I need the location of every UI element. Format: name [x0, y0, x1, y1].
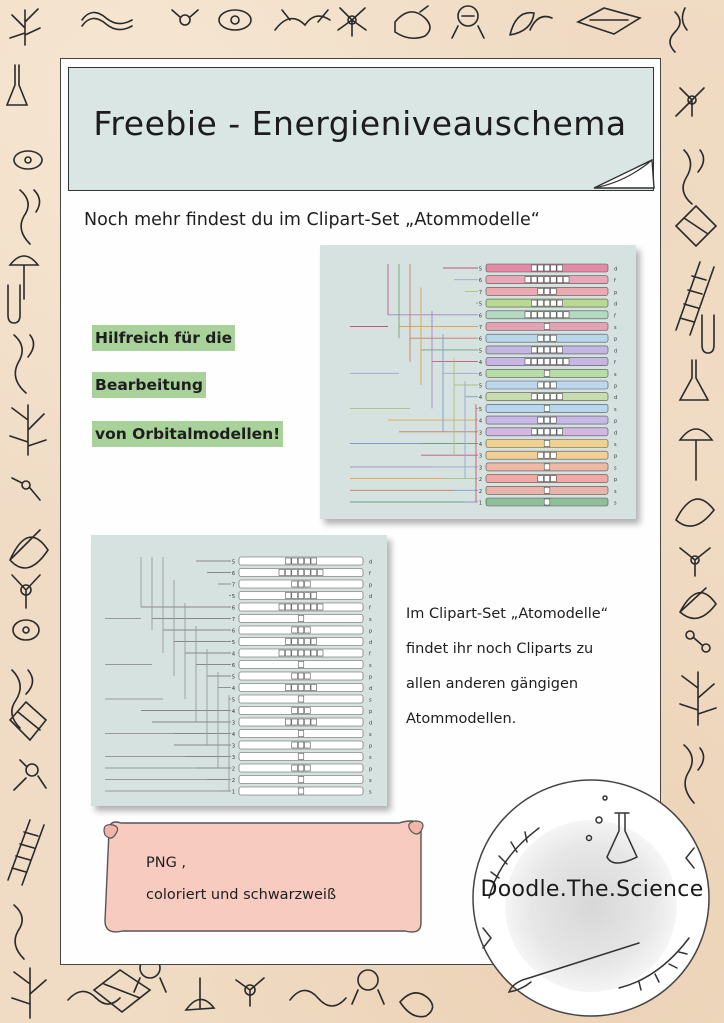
orbital-box — [292, 604, 298, 610]
orbital-box — [538, 347, 544, 353]
orbital-box — [557, 394, 563, 400]
orbital-box — [305, 685, 311, 691]
diatom-right-icon — [676, 206, 716, 246]
orbital-box — [544, 499, 550, 505]
orbital-box — [544, 288, 550, 294]
level-sublevel: d — [614, 301, 618, 308]
bacteria-bottom-icon — [68, 991, 120, 1004]
orbital-box — [285, 570, 291, 576]
level-number: 6 — [478, 371, 482, 378]
orbital-box — [292, 765, 298, 771]
orbital-box — [525, 312, 531, 318]
orbital-box — [292, 627, 298, 633]
orbital-box — [563, 359, 569, 365]
orbital-box — [551, 417, 557, 423]
orbital-box — [317, 650, 323, 656]
orbital-box — [292, 650, 298, 656]
orbital-box — [298, 627, 304, 633]
level-sublevel: s — [369, 778, 372, 784]
orbital-box — [551, 394, 557, 400]
level-number: 6 — [231, 663, 235, 669]
format-banner — [99, 813, 427, 938]
orbital-box — [563, 277, 569, 283]
orbital-box — [551, 312, 557, 318]
orbital-box — [292, 558, 298, 564]
description-line-4: Atommodellen. — [406, 711, 517, 727]
level-number: 5 — [231, 640, 235, 646]
level-sublevel: s — [369, 732, 372, 738]
level-number: 2 — [231, 778, 235, 784]
orbital-box — [292, 742, 298, 748]
orbital-box — [292, 673, 298, 679]
orbital-box — [285, 604, 291, 610]
orbital-box — [311, 639, 317, 645]
highlight-line-2: Bearbeitung — [92, 372, 206, 398]
molecule-right-icon — [676, 88, 704, 116]
orbital-box — [298, 708, 304, 714]
orbital-box — [544, 441, 550, 447]
level-sublevel: d — [369, 720, 373, 727]
tree-bottom-icon — [12, 968, 46, 1018]
orbital-box — [557, 347, 563, 353]
orbital-box — [538, 359, 544, 365]
orbital-box — [305, 558, 311, 564]
orbital-box — [298, 662, 304, 668]
level-number: 4 — [478, 418, 482, 425]
molecule-right2-icon — [680, 548, 710, 576]
orbital-box — [538, 382, 544, 388]
level-sublevel: p — [369, 709, 373, 715]
orbital-box — [525, 359, 531, 365]
orbital-box — [298, 731, 304, 737]
level-sublevel: s — [369, 663, 372, 669]
molecule-left-icon — [12, 478, 40, 500]
leaf-right2-icon — [680, 588, 716, 618]
level-number: 4 — [231, 709, 235, 715]
level-number: 5 — [478, 406, 482, 413]
level-sublevel: s — [369, 617, 372, 623]
level-sublevel: p — [614, 383, 618, 390]
orbital-box — [538, 335, 544, 341]
level-number: 2 — [231, 766, 235, 773]
orbital-box — [557, 300, 563, 306]
mushroom-left-icon — [10, 256, 38, 299]
level-sublevel: p — [369, 766, 373, 773]
orbital-box — [279, 650, 285, 656]
tube-left-icon — [8, 285, 20, 323]
atom-left-icon — [12, 575, 40, 608]
level-number: 5 — [478, 383, 482, 390]
orbital-box — [538, 429, 544, 435]
orbital-box — [311, 604, 317, 610]
orbital-box — [298, 754, 304, 760]
orbital-box — [298, 719, 304, 725]
level-number: 4 — [478, 442, 482, 448]
orbital-box — [298, 788, 304, 794]
orbital-box — [305, 604, 311, 610]
virus-doodle-icon — [395, 6, 430, 38]
orbital-box — [305, 627, 311, 633]
orbital-box — [544, 359, 550, 365]
orbital-box — [298, 581, 304, 587]
orbital-box — [305, 719, 311, 725]
banner-line-2: coloriert und schwarzweiß — [146, 887, 337, 903]
orbital-box — [285, 639, 291, 645]
ladder-right-icon — [676, 262, 714, 335]
orbital-box — [544, 429, 550, 435]
orbital-box — [285, 593, 291, 599]
level-number: 7 — [478, 289, 482, 296]
orbital-box — [311, 650, 317, 656]
bw-energy-diagram — [91, 535, 387, 806]
orbital-box — [311, 593, 317, 599]
orbital-box — [544, 265, 550, 271]
orbital-box — [551, 347, 557, 353]
level-number: 4 — [478, 395, 482, 402]
description-line-2: findet ihr noch Cliparts zu — [406, 641, 594, 657]
flask-left-icon — [7, 65, 27, 105]
orbital-box — [557, 359, 563, 365]
orbital-box — [551, 277, 557, 283]
level-number: 3 — [231, 755, 235, 761]
level-number: 5 — [231, 674, 235, 681]
orbital-box — [531, 394, 537, 400]
description-line-3: allen anderen gängigen — [406, 676, 579, 692]
orbital-box — [531, 265, 537, 271]
level-sublevel: d — [369, 686, 373, 692]
level-sublevel: s — [614, 442, 617, 448]
worm-doodle-icon — [670, 8, 687, 52]
orbital-box — [298, 558, 304, 564]
level-number: 1 — [478, 500, 482, 507]
level-sublevel: p — [614, 453, 618, 460]
level-number: 5 — [231, 559, 235, 566]
level-sublevel: p — [369, 628, 373, 635]
level-number: 7 — [231, 582, 235, 589]
level-sublevel: s — [369, 697, 372, 704]
bacteria-right-icon — [683, 150, 703, 204]
logo-text: Doodle.The.Science — [480, 877, 704, 902]
orbital-box — [285, 650, 291, 656]
level-sublevel: s — [614, 371, 617, 378]
orbital-box — [292, 708, 298, 714]
orbital-box — [551, 359, 557, 365]
orbital-box — [298, 742, 304, 748]
orbital-box — [551, 476, 557, 482]
banner-line-1: PNG , — [146, 855, 187, 871]
orbital-box — [279, 570, 285, 576]
level-sublevel: f — [614, 313, 616, 320]
orbital-box — [538, 476, 544, 482]
orbital-box — [305, 639, 311, 645]
orbital-box — [305, 673, 311, 679]
level-number: 6 — [478, 278, 482, 285]
level-sublevel: d — [614, 348, 618, 355]
orbital-box — [292, 719, 298, 725]
highlight-line-1: Hilfreich für die — [92, 325, 235, 351]
orbital-box — [538, 394, 544, 400]
leaf-right-icon — [676, 499, 714, 526]
orbital-box — [305, 742, 311, 748]
level-number: 7 — [231, 617, 235, 623]
orbital-box — [531, 300, 537, 306]
orbital-box — [298, 777, 304, 783]
level-sublevel: d — [614, 266, 618, 273]
level-number: 5 — [478, 266, 482, 273]
orbital-box — [557, 265, 563, 271]
plant-doodle-icon — [510, 13, 552, 35]
orbital-box — [279, 604, 285, 610]
level-sublevel: f — [369, 651, 371, 658]
orbital-box — [544, 452, 550, 458]
orbital-box — [551, 382, 557, 388]
orbital-box — [525, 277, 531, 283]
orbital-box — [557, 429, 563, 435]
tree-doodle-icon — [10, 9, 40, 45]
cell-left2-icon — [13, 620, 39, 640]
level-sublevel: s — [614, 488, 617, 495]
orbital-box — [544, 347, 550, 353]
mushroom-right-icon — [680, 429, 712, 480]
colored-energy-diagram — [320, 245, 636, 519]
orbital-box — [544, 277, 550, 283]
orbital-box — [311, 685, 317, 691]
orbital-box — [298, 593, 304, 599]
cell-left-icon — [14, 151, 42, 169]
orbital-box — [305, 765, 311, 771]
orbital-box — [298, 616, 304, 622]
level-number: 6 — [231, 605, 235, 612]
bacteria-doodle-icon — [82, 12, 132, 29]
level-number: 5 — [231, 594, 235, 600]
level-sublevel: p — [614, 477, 618, 484]
description-line-1: Im Clipart-Set „Atomodelle“ — [406, 606, 609, 622]
orbital-box — [305, 593, 311, 599]
level-sublevel: f — [614, 278, 616, 285]
level-sublevel: d — [369, 559, 373, 566]
orbital-box — [311, 570, 317, 576]
orbital-box — [317, 570, 323, 576]
level-sublevel: p — [614, 418, 618, 425]
level-sublevel: f — [369, 571, 371, 577]
orbital-box — [544, 312, 550, 318]
orbital-box — [538, 312, 544, 318]
level-number: 6 — [478, 336, 482, 343]
highlight-line-3: von Orbitalmodellen! — [92, 421, 283, 447]
orbital-box — [563, 312, 569, 318]
orbital-box — [544, 382, 550, 388]
diatom-doodle-icon — [578, 8, 640, 34]
orbital-box — [544, 335, 550, 341]
subtitle: Noch mehr findest du im Clipart-Set „Atommodelle“ — [84, 210, 540, 230]
level-sublevel: p — [614, 289, 618, 296]
level-sublevel: f — [369, 605, 371, 612]
orbital-box — [285, 558, 291, 564]
orbital-box — [538, 417, 544, 423]
orbital-box — [551, 429, 557, 435]
orbital-box — [557, 312, 563, 318]
level-number: 3 — [231, 743, 235, 750]
worm-bottom-icon — [290, 990, 346, 1006]
flask-right-icon — [680, 360, 708, 400]
level-sublevel: s — [614, 325, 617, 331]
flask-doodle-icon — [452, 6, 484, 38]
orbital-box — [544, 324, 550, 330]
level-sublevel: p — [369, 674, 373, 681]
orbital-box — [285, 719, 291, 725]
level-sublevel: s — [369, 755, 372, 761]
orbital-box — [292, 639, 298, 645]
level-number: 2 — [478, 477, 482, 484]
orbital-box — [531, 312, 537, 318]
orbital-box — [531, 347, 537, 353]
orbital-box — [292, 570, 298, 576]
orbital-box — [538, 288, 544, 294]
level-number: 4 — [231, 651, 235, 658]
orbital-box — [551, 288, 557, 294]
level-sublevel: d — [369, 640, 373, 646]
atom-doodle-icon — [338, 8, 366, 36]
level-number: 3 — [231, 720, 235, 727]
description — [406, 597, 656, 737]
page-title: Freebie - Energieniveauschema — [93, 104, 627, 143]
bw-diagram-preview — [91, 535, 387, 806]
orbital-box — [531, 429, 537, 435]
colored-diagram-preview — [320, 245, 636, 519]
orbital-box — [531, 277, 537, 283]
orbital-box — [544, 476, 550, 482]
level-number: 3 — [478, 430, 482, 437]
level-number: 4 — [231, 686, 235, 692]
orbital-box — [298, 765, 304, 771]
level-number: 2 — [478, 488, 482, 495]
level-number: 4 — [478, 360, 482, 367]
level-number: 1 — [231, 789, 235, 796]
orbital-box — [305, 570, 311, 576]
orbital-box — [292, 581, 298, 587]
molecule-bottom-icon — [236, 978, 264, 1006]
worm-left-icon — [14, 335, 34, 393]
level-number: 4 — [231, 732, 235, 738]
level-number: 5 — [478, 301, 482, 308]
level-sublevel: d — [614, 395, 618, 402]
orbital-box — [544, 417, 550, 423]
level-number: 5 — [478, 348, 482, 355]
level-number: 3 — [478, 465, 482, 472]
orbital-box — [538, 452, 544, 458]
neuron-doodle-icon — [275, 10, 330, 30]
level-sublevel: p — [369, 582, 373, 589]
orbital-box — [551, 300, 557, 306]
level-sublevel: p — [614, 336, 618, 343]
orbital-box — [292, 593, 298, 599]
orbital-box — [298, 604, 304, 610]
level-sublevel: s — [369, 789, 372, 796]
level-sublevel: s — [614, 465, 617, 472]
level-sublevel: f — [614, 360, 616, 367]
orbital-box — [298, 696, 304, 702]
leaf-left-icon — [10, 530, 48, 568]
orbital-box — [551, 265, 557, 271]
level-sublevel: d — [369, 594, 373, 600]
level-number: 3 — [478, 453, 482, 460]
orbital-box — [285, 685, 291, 691]
orbital-box — [298, 639, 304, 645]
molecule-doodle-icon — [172, 10, 198, 25]
neuron-left-icon — [14, 760, 46, 790]
orbital-box — [305, 708, 311, 714]
level-number: 6 — [478, 313, 482, 320]
worm-left2-icon — [14, 905, 24, 959]
tree-left-icon — [10, 405, 46, 455]
cell-doodle-icon — [219, 10, 251, 30]
tube-right-icon — [702, 315, 714, 353]
orbital-box — [557, 277, 563, 283]
mushroom-bottom-icon — [186, 978, 214, 1010]
orbital-box — [551, 335, 557, 341]
ladder-left-icon — [8, 820, 44, 885]
level-sublevel: s — [614, 406, 617, 413]
level-number: 7 — [478, 325, 482, 331]
orbital-box — [305, 650, 311, 656]
orbital-box — [544, 464, 550, 470]
level-number: 5 — [231, 697, 235, 704]
orbital-box — [298, 650, 304, 656]
orbital-box — [538, 277, 544, 283]
orbital-box — [544, 487, 550, 493]
orbital-box — [298, 570, 304, 576]
level-sublevel: s — [614, 500, 617, 507]
level-number: 6 — [231, 571, 235, 577]
orbital-box — [298, 673, 304, 679]
orbital-box — [538, 300, 544, 306]
level-sublevel: d — [614, 430, 618, 437]
orbital-box — [544, 405, 550, 411]
tree-right-icon — [680, 672, 716, 725]
orbital-box — [544, 300, 550, 306]
orbital-box — [544, 394, 550, 400]
diatom-bottom-icon — [94, 970, 150, 1012]
orbital-box — [311, 558, 317, 564]
level-number: 6 — [231, 628, 235, 635]
orbital-box — [305, 581, 311, 587]
orbital-box — [317, 604, 323, 610]
orbital-box — [551, 452, 557, 458]
flask-bottom2-icon — [352, 970, 384, 1004]
virus-bottom-icon — [400, 993, 433, 1017]
orbital-box — [531, 359, 537, 365]
level-sublevel: p — [369, 743, 373, 750]
orbital-box — [538, 265, 544, 271]
orbital-box — [544, 370, 550, 376]
bacteria-left-icon — [12, 670, 33, 728]
page-fold-icon — [592, 158, 656, 192]
bone-left-icon — [20, 190, 40, 244]
orbital-box — [292, 685, 298, 691]
orbital-box — [311, 719, 317, 725]
orbital-box — [298, 685, 304, 691]
molecule-right3-icon — [686, 631, 710, 652]
